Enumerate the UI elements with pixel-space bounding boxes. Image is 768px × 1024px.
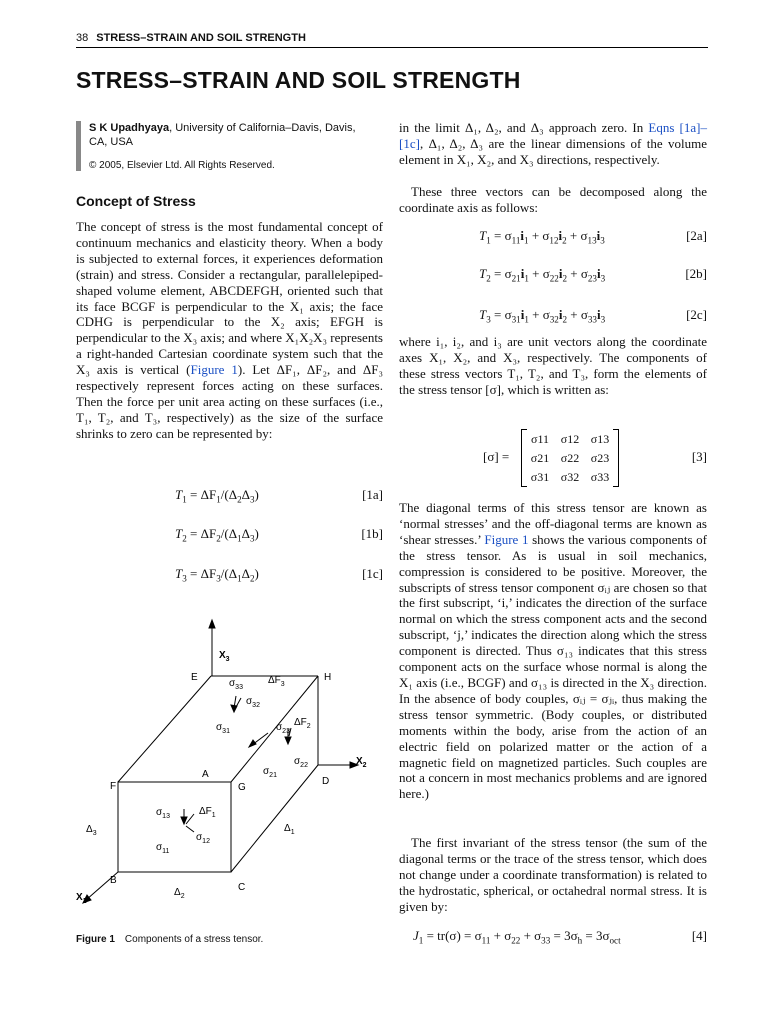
equation-3-number: [3] — [691, 449, 707, 464]
equation-2c — [399, 307, 707, 323]
equation-1b — [76, 526, 383, 542]
label-A: A — [202, 769, 209, 780]
article-title: STRESS–STRAIN AND SOIL STRENGTH — [76, 67, 521, 93]
running-head-title: STRESS–STRAIN AND SOIL STRENGTH — [96, 32, 306, 44]
eqns-1a-1c-link[interactable]: Eqns [1a]–[1c] — [399, 120, 707, 151]
stress-arrows — [181, 696, 291, 832]
equation-1a-expression: $T_1 = \Delta F_1/(\Delta_2\Delta_3)$ — [175, 487, 259, 505]
equation-1a-number: [1a] — [362, 487, 383, 502]
equation-1c — [76, 566, 383, 582]
label-F: F — [110, 781, 117, 792]
label-sigma31: $\sigma_{31}$ — [216, 722, 230, 735]
coordinate-axes — [83, 620, 358, 903]
intro-text-end: ). Let ΔF₁, ΔF₂, and ΔF₃ respectively represent forces acting on these surfaces. Then the force per unit area acting on these surfaces (i.e., T₁, T₂, and T₃, respectively) as the size of the surface shrinks to zero can be represented by: — [76, 362, 383, 441]
equation-4-expression: $J_1 = tr(\sigma) = \sigma_{11} + \sigma_{22} + \sigma_{33} = 3\sigma_h = 3\sigma_{oct}$ — [413, 928, 621, 946]
figure-1-link[interactable]: Figure 1 — [190, 362, 238, 378]
volume-element-box — [118, 676, 318, 872]
equation-2a-number: [2a] — [686, 228, 707, 243]
label-sigma11: $\sigma_{11}$ — [156, 842, 170, 855]
label-sigma21: $\sigma_{21}$ — [263, 766, 277, 779]
label-delta3: $\Delta_3$ — [86, 824, 97, 837]
equation-1c-number: [1c] — [362, 566, 383, 581]
equation-3 — [399, 428, 707, 486]
label-delta2: $\Delta_2$ — [174, 887, 185, 900]
author-name: S K Upadhyaya — [89, 122, 170, 134]
copyright-notice: © 2005, Elsevier Ltd. All Rights Reserved. — [89, 160, 275, 171]
label-G: G — [238, 782, 246, 793]
equation-2a — [399, 228, 707, 244]
matrix-cell: σ11 — [530, 432, 550, 446]
x3-arrowhead — [209, 620, 215, 628]
equation-1a — [76, 487, 383, 503]
label-sigma12: $\sigma_{12}$ — [196, 832, 210, 845]
label-dF2: $\Delta F_2$ — [294, 717, 311, 730]
label-dF3: $\Delta F_3$ — [268, 675, 285, 688]
label-sigma23: $\sigma_{23}$ — [276, 722, 290, 735]
label-sigma13: $\sigma_{13}$ — [156, 807, 170, 820]
author-affiliation: , University of California–Davis, Davis, — [169, 122, 356, 134]
equation-1c-expression: $T_3 = \Delta F_3/(\Delta_1\Delta_2)$ — [175, 566, 259, 584]
matrix-cell: σ13 — [590, 432, 610, 446]
label-C: C — [238, 882, 246, 893]
label-B: B — [110, 875, 117, 886]
label-D: D — [322, 776, 330, 787]
label-E: E — [191, 672, 198, 683]
body-paragraph-limit — [399, 120, 707, 168]
equation-4-number: [4] — [691, 928, 707, 943]
equation-4 — [399, 928, 707, 944]
figure-1-link-2[interactable]: Figure 1 — [484, 531, 529, 547]
equation-1b-number: [1b] — [361, 526, 383, 541]
matrix-cell: σ32 — [560, 470, 580, 484]
figure-caption — [76, 934, 263, 946]
diagonal-text-end: shows the various components of the stress tensor. As is usual in soil mechanics, compression is considered to be positive. Moreover, the subscripts of stress tensor component σᵢⱼ are chosen so that the first subscript, ‘i,’ indicates the direction of the surface normal on which the stress component acts and the second subscript, ‘j,’ indicates the direction along which the stress component is directed. Thus σ₁₃ indicates that this stress component acts on the surface whose normal is along the X₁ axis (i.e., BCGF) and σ₁₃ is directed in the X₃ direction. In the absence of body couples, σᵢⱼ = σⱼᵢ, thus making the stress tensor symmetric. (Body couples, or distributed moments within the body, arise from the action of an electric field on polarized matter or the action of a magnetic field on magnetized particles. Such couples are not a concern in most mechanics problems and are ignored here.) — [399, 531, 707, 802]
running-head — [76, 31, 708, 48]
matrix-cell: σ31 — [530, 470, 550, 484]
equation-1b-expression: $T_2 = \Delta F_2/(\Delta_1\Delta_3)$ — [175, 526, 259, 544]
equation-2b-expression: $T_2 = \sigma_{21}i_1 + \sigma_{22}i_2 + \sigma_{23}i_3$ — [479, 266, 606, 284]
label-sigma33: $\sigma_{33}$ — [229, 678, 243, 691]
label-sigma22: $\sigma_{22}$ — [294, 756, 308, 769]
label-x2: $X_2$ — [356, 756, 367, 769]
edge-top-left — [118, 676, 211, 782]
body-paragraph-unit-vectors: where i₁, i₂, and i₃ are unit vectors along the coordinate axes X₁, X₂, and X₃, respectively. The components of these stress vectors T₁, T₂, and T₃, form the elements of the stress tensor [σ], which is written as: — [399, 334, 707, 397]
label-H: H — [324, 672, 332, 683]
diagonal-text: The diagonal terms of this stress tensor are known as ‘normal stresses’ and the off-diagonal terms are known as ‘shear stresses.’ — [399, 500, 707, 547]
figure-caption-label: Figure 1 — [76, 934, 115, 945]
figure-labels — [76, 650, 367, 905]
body-paragraph-decompose: These three vectors can be decomposed along the coordinate axis as follows: — [399, 184, 707, 215]
figure-caption-text: Components of a stress tensor. — [124, 934, 264, 945]
figure-1-stress-tensor-diagram — [76, 610, 386, 920]
stress-tensor-matrix — [521, 429, 619, 485]
label-x3: $X_3$ — [219, 650, 230, 663]
author-location: CA, USA — [89, 136, 134, 148]
body-paragraph-first-invariant: The first invariant of the stress tensor (the sum of the diagonal terms or the trace of the stress tensor, which does not change under a coordinate transformation) is related to the hydrostatic, spherical, or octahedral normal stress. It is given by: — [399, 835, 707, 914]
matrix-cell: σ33 — [590, 470, 610, 484]
label-delta1: $\Delta_1$ — [284, 823, 295, 836]
intro-text: The concept of stress is the most fundamental concept of continuum mechanics and elasticity theory. When a body is subjected to external forces, it experiences deformation (strain) and stress. Consider a rectangular, parallelepiped-shaped volume element, ABCDEFGH, oriented such that its face BCGF is perpendicular to the X₁ axis; the face CDHG is perpendicular to the X₂ axis; EFGH is perpendicular to the X₃ axis; and where X₁X₂X₃ represents a right-handed Cartesian coordinate system such that the X₃ axis is vertical ( — [76, 219, 383, 378]
matrix-cell: σ12 — [560, 432, 580, 446]
limit-text-end: , Δ₁, Δ₂, Δ₃ are the linear dimensions of the volume element in X₁, X₂, and X₃ directions, respectively. — [399, 135, 707, 167]
equation-2b-number: [2b] — [685, 266, 707, 281]
limit-text: in the limit Δ₁, Δ₂, and Δ₃ approach zero. In — [399, 120, 649, 135]
label-sigma32: $\sigma_{32}$ — [246, 696, 260, 709]
equation-3-lhs: [σ] = — [483, 449, 510, 464]
matrix-cell: σ23 — [590, 451, 610, 465]
author-line — [89, 121, 399, 135]
label-dF1: $\Delta F_1$ — [199, 806, 216, 819]
equation-2c-number: [2c] — [686, 307, 707, 322]
author-block — [76, 121, 399, 171]
label-x1: $X_1$ — [76, 892, 87, 905]
matrix-cell: σ21 — [530, 451, 550, 465]
matrix-cell: σ22 — [560, 451, 580, 465]
equation-2c-expression: $T_3 = \sigma_{31}i_1 + \sigma_{32}i_2 + \sigma_{33}i_3$ — [479, 307, 606, 325]
face-front — [118, 782, 231, 872]
section-heading: Concept of Stress — [76, 193, 196, 209]
page-number: 38 — [76, 32, 89, 44]
body-paragraph-intro — [76, 219, 383, 442]
equation-2a-expression: $T_1 = \sigma_{11}i_1 + \sigma_{12}i_2 + \sigma_{13}i_3$ — [479, 228, 605, 246]
equation-2b — [399, 266, 707, 282]
body-paragraph-diagonal-terms — [399, 500, 707, 802]
